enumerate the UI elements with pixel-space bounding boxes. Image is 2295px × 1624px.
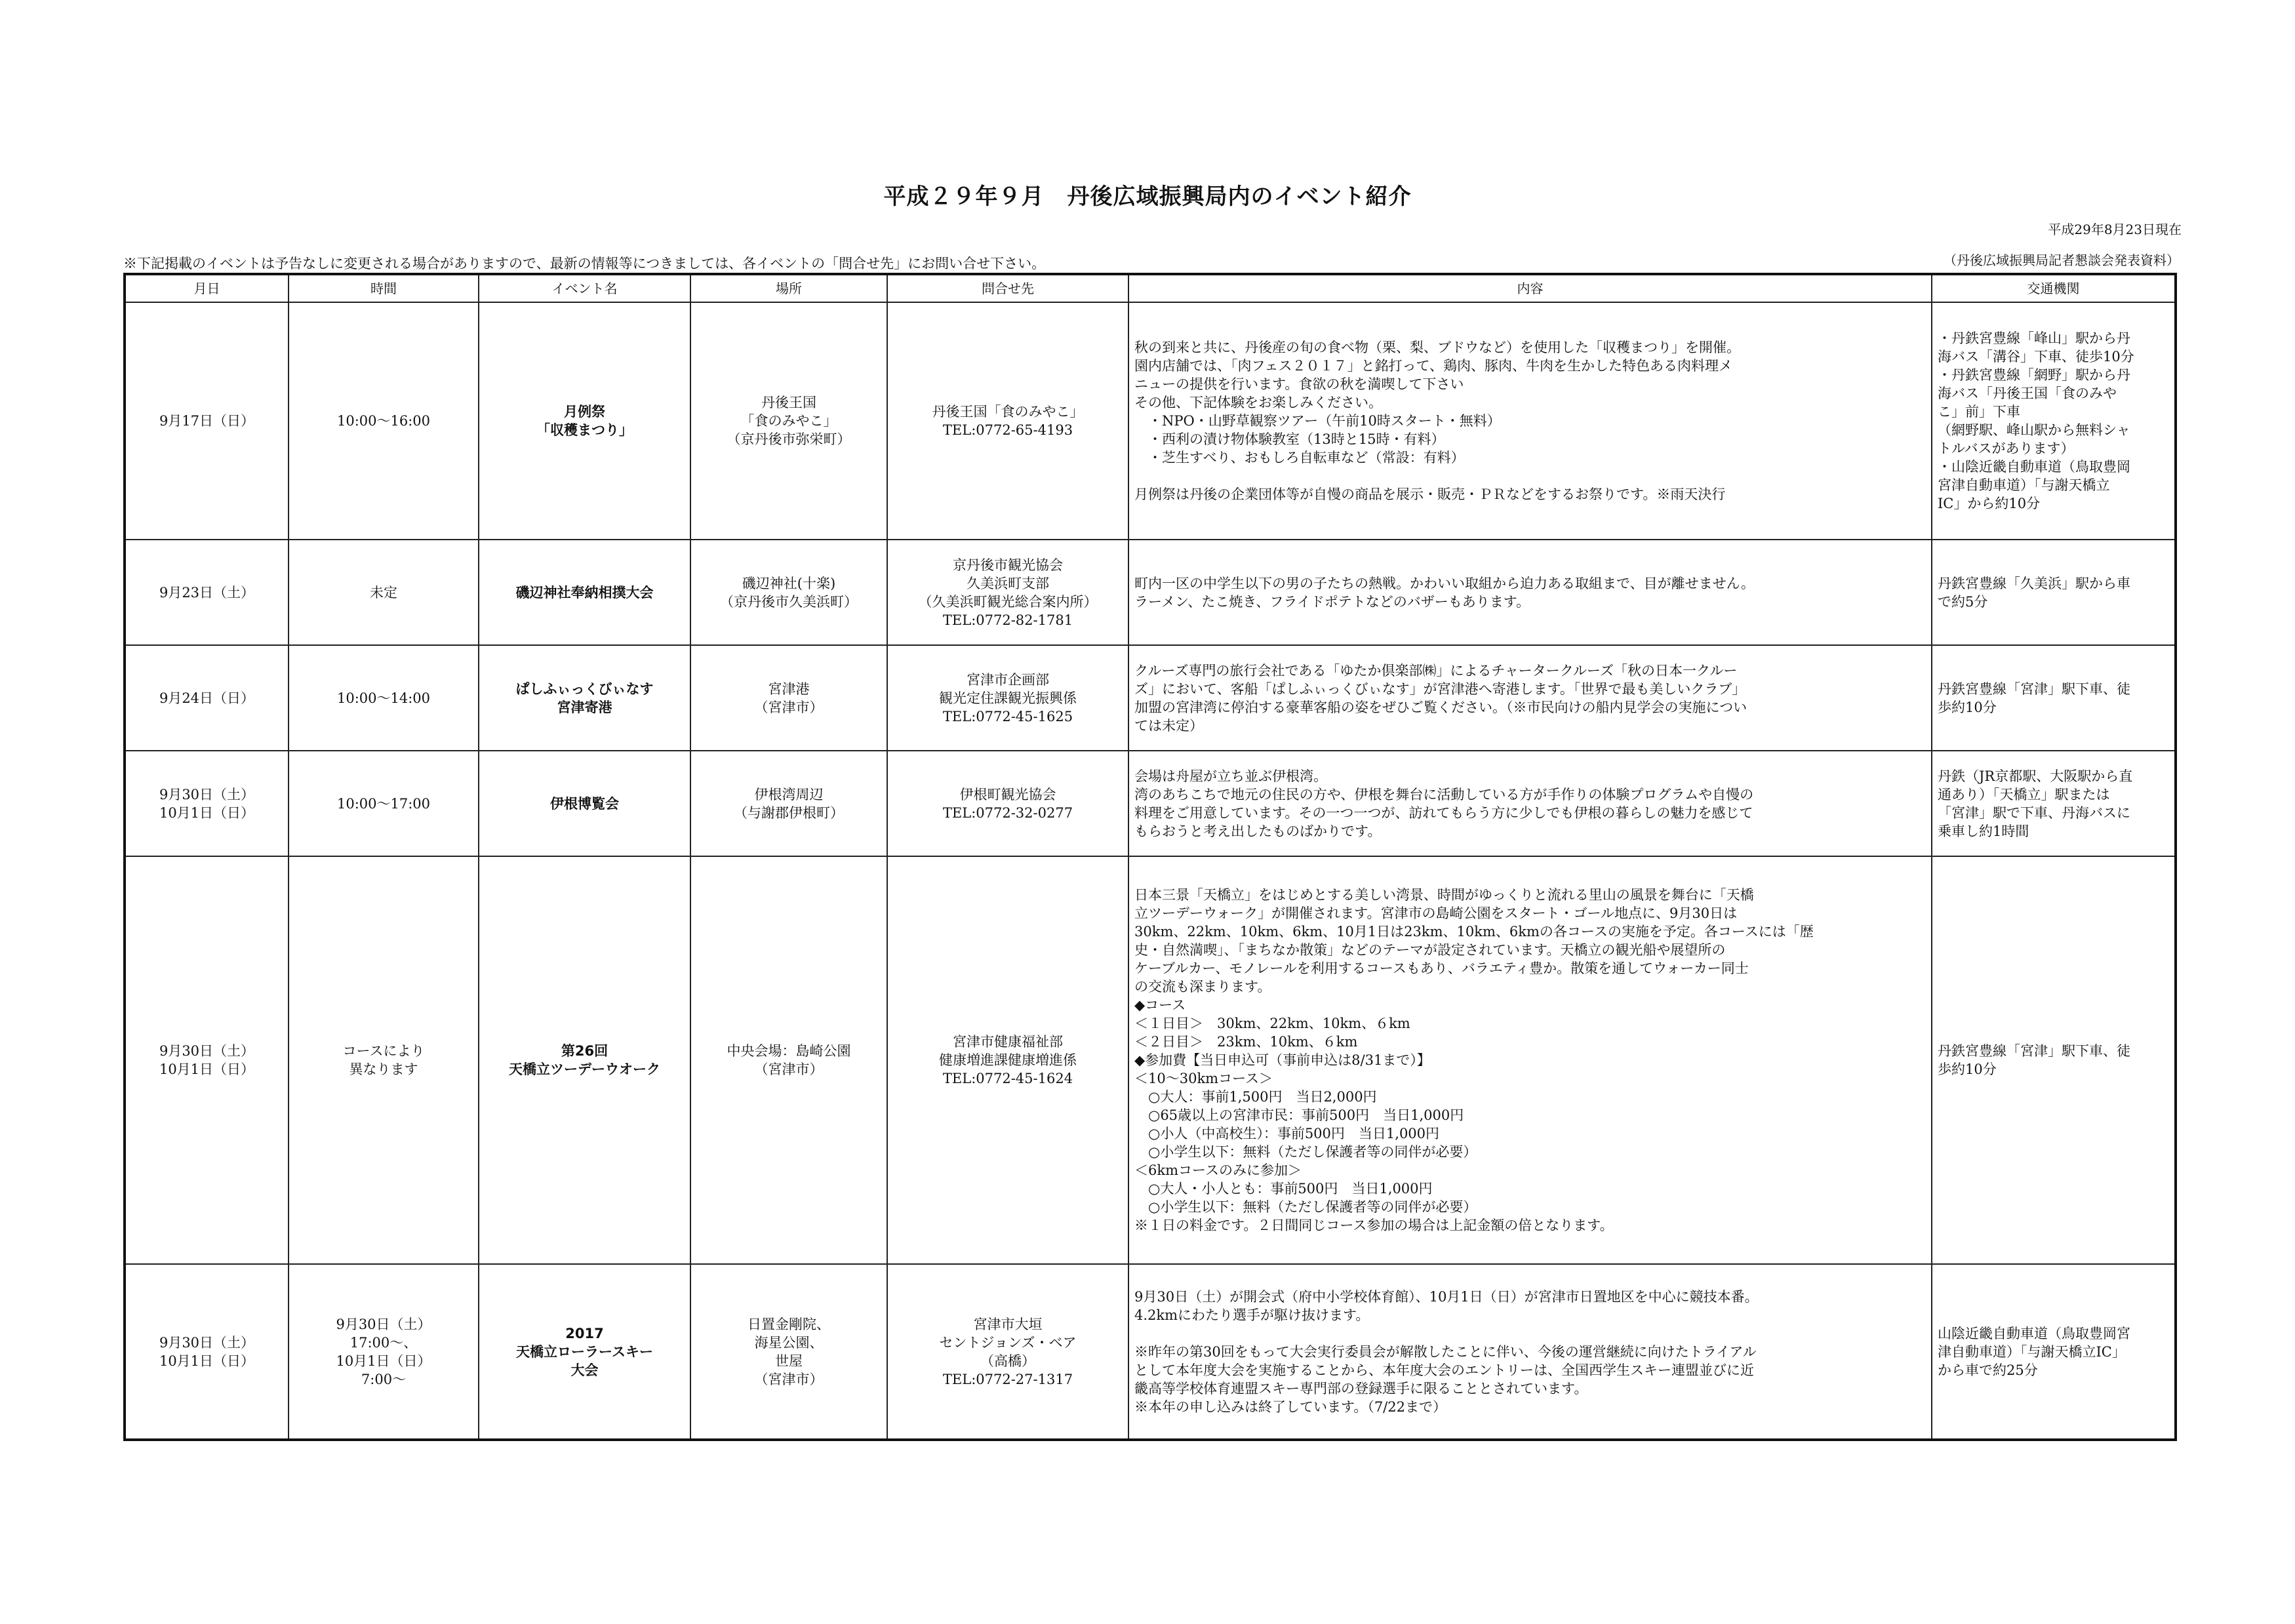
text-line: 9月24日（日） [159, 690, 255, 706]
text-line: の交流も深まります。 [1134, 979, 1271, 995]
text-line: TEL:0772-65-4193 [942, 422, 1073, 438]
place-cell [690, 302, 887, 540]
contact-cell [887, 302, 1128, 540]
event-name-cell [479, 856, 690, 1264]
text-line: 秋の到来と共に、丹後産の旬の食べ物（栗、梨、ブドウなど）を使用した「収穫まつり」を開催。 [1134, 340, 1740, 355]
table-row [125, 302, 2176, 540]
text-line: （宮津市） [754, 699, 824, 715]
text-line: ては未定） [1134, 717, 1203, 734]
transport-cell [1932, 1264, 2176, 1440]
col-contact: 問合せ先 [887, 274, 1128, 302]
description-cell [1128, 645, 1932, 751]
text-line: 10:00～17:00 [336, 795, 431, 812]
text-line: （宮津市） [754, 1371, 824, 1387]
text-line: 伊根博覧会 [550, 795, 619, 812]
text-line: 畿高等学校体育連盟スキー専門部の登録選手に限ることとされています。 [1134, 1380, 1588, 1396]
notice-text: ※下記掲載のイベントは予告なしに変更される場合がありますので、最新の情報等につきましては、各イベントの「問合せ先」にお問い合せ下さい。 [123, 256, 1046, 271]
text-line: ◆参加費【当日申込可（事前申込は8/31まで）】 [1134, 1052, 1431, 1068]
text-line: 津自動車道）「与謝天橋立IC」 [1938, 1343, 2126, 1360]
text-line: 天橋立ツーデーウオーク [509, 1061, 660, 1077]
text-line: ・西利の漬け物体験教室（13時と15時・有料） [1134, 431, 1445, 447]
description-cell [1128, 302, 1932, 540]
text-line: 丹後王国「食のみやこ」 [932, 404, 1084, 420]
text-line: その他、下記体験をお楽しみください。 [1134, 395, 1382, 410]
text-line: 磯辺神社奉納相撲大会 [515, 584, 654, 601]
text-line: ・丹鉄宮豊線「峰山」駅から丹 [1938, 330, 2130, 346]
text-line: ○小人（中高校生）：事前500円 当日1,000円 [1134, 1126, 1440, 1141]
text-line: ※昨年の第30回をもって大会実行委員会が解散したことに伴い、今後の運営継続に向けたトライアル [1134, 1343, 1757, 1360]
col-time: 時間 [289, 274, 479, 302]
time-cell [289, 856, 479, 1264]
text-line: 月例祭は丹後の企業団体等が自慢の商品を展示・販売・ＰＲなどをするお祭りです。※雨天決行 [1134, 486, 1726, 502]
col-transport: 交通機関 [1932, 274, 2176, 302]
text-line: 4.2kmにわたり選手が駆け抜けます。 [1134, 1307, 1370, 1323]
text-line: TEL:0772-27-1317 [942, 1371, 1073, 1387]
text-line: （京丹後市久美浜町） [720, 593, 858, 610]
event-name-cell [479, 645, 690, 751]
text-line: もらおうと考え出したものばかりです。 [1134, 823, 1382, 839]
col-desc: 内容 [1128, 274, 1932, 302]
blank-line [1134, 467, 1926, 485]
text-line: 乗車し約1時間 [1938, 823, 2029, 839]
text-line: （網野駅、峰山駅から無料シャ [1938, 422, 2130, 438]
description-cell [1128, 1264, 1932, 1440]
text-line: 宮津市健康福祉部 [953, 1034, 1063, 1050]
table-row [125, 1264, 2176, 1440]
text-line: ・山陰近畿自動車道（鳥取豊岡 [1938, 459, 2130, 475]
text-line: ＜２日目＞ 23km、10km、６km [1134, 1034, 1358, 1050]
text-line: 宮津市大垣 [973, 1316, 1043, 1332]
text-line: ※本年の申し込みは終了しています。（7/22まで） [1134, 1398, 1447, 1415]
text-line: 中央会場：島崎公園 [727, 1043, 851, 1059]
text-line: 加盟の宮津湾に停泊する豪華客船の姿をぜひご覧ください。（※市民向けの船内見学会の実施につい [1134, 699, 1747, 715]
date-cell [125, 751, 289, 856]
text-line: 観光定住課観光振興係 [939, 690, 1077, 706]
text-line: トルバスがあります） [1938, 441, 2075, 456]
text-line: セントジョンズ・ベア [939, 1334, 1077, 1351]
text-line: 9月30日（土） [159, 786, 255, 802]
text-line: 海バス「丹後王国「食のみや [1938, 386, 2117, 401]
source-note: （丹後広域振興局記者懇談会発表資料） [1944, 252, 2180, 268]
text-line: ケーブルカー、モノレールを利用するコースもあり、バラエティ豊か。散策を通してウォーカー同士 [1134, 961, 1749, 976]
description-cell [1128, 540, 1932, 645]
text-line: ズ」において、客船「ぱしふぃっくびぃなす」が宮津港へ寄港します。「世界で最も美しいクラブ」 [1134, 681, 1746, 697]
text-line: 海星公園、 [754, 1334, 824, 1351]
event-name-cell [479, 540, 690, 645]
text-line: 9月30日（土） [159, 1043, 255, 1059]
place-cell [690, 540, 887, 645]
text-line: 丹鉄（JR京都駅、大阪駅から直 [1938, 768, 2133, 784]
table-row [125, 645, 2176, 751]
text-line: ・NPO・山野草観察ツアー（午前10時スタート・無料） [1134, 413, 1501, 429]
text-line: ○65歳以上の宮津市民：事前500円 当日1,000円 [1134, 1107, 1464, 1123]
date-cell [125, 540, 289, 645]
text-line: 17:00～、 [349, 1334, 418, 1351]
description-cell [1128, 856, 1932, 1264]
transport-cell [1932, 645, 2176, 751]
text-line: TEL:0772-45-1624 [942, 1071, 1073, 1086]
text-line: ・丹鉄宮豊線「網野」駅から丹 [1938, 367, 2130, 383]
text-line: ＜10～30kmコース＞ [1134, 1071, 1273, 1086]
text-line: 健康増進課健康増進係 [939, 1052, 1077, 1068]
contact-cell [887, 645, 1128, 751]
text-line: ◆コース [1134, 997, 1186, 1013]
date-cell [125, 302, 289, 540]
text-line: （与謝郡伊根町） [734, 804, 844, 821]
text-line: 会場は舟屋が立ち並ぶ伊根湾。 [1134, 768, 1327, 784]
event-name-cell [479, 302, 690, 540]
text-line: 湾のあちこちで地元の住民の方や、伊根を舞台に活動している方が手作りの体験プログラムや自慢の [1134, 786, 1754, 802]
text-line: 異なります [349, 1061, 418, 1077]
place-cell [690, 1264, 887, 1440]
text-line: ○小学生以下：無料（ただし保護者等の同伴が必要） [1134, 1144, 1477, 1160]
text-line: ＜１日目＞ 30km、22km、10km、６km [1134, 1016, 1410, 1031]
text-line: として本年度大会を実施することから、本年度大会のエントリーは、全国西学生スキー連盟並びに近 [1134, 1362, 1754, 1378]
text-line: 日置金剛院、 [748, 1316, 830, 1332]
time-cell [289, 1264, 479, 1440]
time-cell [289, 302, 479, 540]
date-cell [125, 645, 289, 751]
text-line: 料理をご用意しています。その一つ一つが、訪れてもらう方に少しでも伊根の暮らしの魅力を感じて [1134, 804, 1753, 821]
text-line: 海バス「溝谷」下車、徒歩10分 [1938, 349, 2134, 365]
text-line: 10:00～14:00 [336, 690, 431, 706]
header-row [125, 274, 2176, 302]
text-line: 立ツーデーウォーク」が開催されます。宮津市の島崎公園をスタート・ゴール地点に、9月30日は [1134, 905, 1738, 921]
place-cell [690, 751, 887, 856]
contact-cell [887, 540, 1128, 645]
text-line: ※１日の料金です。２日間同じコース参加の場合は上記金額の倍となります。 [1134, 1218, 1614, 1233]
text-line: こ」前」下車 [1938, 404, 2020, 420]
text-line: ○大人：事前1,500円 当日2,000円 [1134, 1089, 1377, 1105]
text-line: （久美浜町観光総合案内所） [918, 593, 1098, 610]
text-line: 9月30日（土）が開会式（府中小学校体育館）、10月1日（日）が宮津市日置地区を中心に競技本番。 [1134, 1288, 1759, 1305]
text-line: 伊根町観光協会 [959, 786, 1056, 802]
text-line: 大会 [570, 1362, 599, 1378]
text-line: 日本三景「天橋立」をはじめとする美しい湾景、時間がゆっくりと流れる里山の風景を舞台に「天橋 [1134, 887, 1754, 903]
col-place: 場所 [690, 274, 887, 302]
text-line: 10:00～16:00 [336, 413, 431, 429]
text-line: TEL:0772-82-1781 [942, 612, 1073, 628]
event-name-cell [479, 751, 690, 856]
text-line: 「食のみやこ」 [740, 413, 837, 429]
text-line: 第26回 [561, 1043, 609, 1059]
text-line: 2017 [565, 1325, 604, 1341]
text-line: ・芝生すべり、おもしろ自転車など（常設：有料） [1134, 450, 1465, 465]
text-line: 丹鉄宮豊線「久美浜」駅から車 [1938, 575, 2130, 591]
text-line: 園内店舗では、「肉フェス２０１７」と銘打って、鶏肉、豚肉、牛肉を生かした特色ある肉料理メ [1134, 358, 1733, 374]
text-line: （高橋） [980, 1353, 1035, 1369]
event-table [123, 273, 2177, 1441]
text-line: 「宮津」駅で下車、丹海バスに [1938, 804, 2130, 821]
blank-line [1134, 1324, 1926, 1343]
transport-cell [1932, 856, 2176, 1264]
as-of-date: 平成29年8月23日現在 [2048, 222, 2182, 237]
text-line: 丹後王国 [761, 395, 816, 410]
time-cell [289, 751, 479, 856]
text-line: 10月1日（日） [159, 1353, 255, 1369]
text-line: （宮津市） [754, 1061, 824, 1077]
text-line: 歩約10分 [1938, 1061, 1997, 1077]
text-line: 未定 [370, 584, 397, 601]
text-line: 宮津自動車道）「与謝天橋立 [1938, 477, 2110, 493]
text-line: 7:00～ [361, 1371, 407, 1387]
text-line: （京丹後市弥栄町） [727, 431, 851, 447]
contact-cell [887, 856, 1128, 1264]
contact-cell [887, 751, 1128, 856]
text-line: ○大人・小人とも：事前500円 当日1,000円 [1134, 1181, 1433, 1197]
text-line: 世屋 [775, 1353, 803, 1369]
text-line: TEL:0772-32-0277 [942, 804, 1073, 821]
date-cell [125, 1264, 289, 1440]
place-cell [690, 856, 887, 1264]
text-line: 月例祭 [564, 404, 605, 420]
text-line: 通あり）「天橋立」駅または [1938, 786, 2110, 802]
text-line: 町内一区の中学生以下の男の子たちの熱戦。かわいい取組から迫力ある取組まで、目が離せません。 [1134, 575, 1755, 591]
description-cell [1128, 751, 1932, 856]
page-title: 平成２９年９月 丹後広域振興局内のイベント紹介 [883, 184, 1412, 210]
text-line: 10月1日（日） [159, 1061, 255, 1077]
event-name-cell [479, 1264, 690, 1440]
text-line: ○小学生以下：無料（ただし保護者等の同伴が必要） [1134, 1199, 1477, 1215]
text-line: ぱしふぃっくびぃなす [515, 681, 654, 697]
text-line: IC」から約10分 [1938, 496, 2041, 511]
text-line: 史・自然満喫」、「まちなか散策」などのテーマが設定されています。天橋立の観光船や展望所の [1134, 942, 1726, 958]
text-line: ＜6kmコースのみに参加＞ [1134, 1162, 1302, 1178]
text-line: 30km、22km、10km、6km、10月1日は23km、10km、6kmの各コースの実施を予定。各コースには「歴 [1134, 924, 1814, 940]
text-line: 9月30日（土） [159, 1334, 255, 1351]
transport-cell [1932, 302, 2176, 540]
text-line: 磯辺神社(十楽) [742, 575, 836, 591]
col-event: イベント名 [479, 274, 690, 302]
text-line: 10月1日（日） [159, 804, 255, 821]
text-line: ラーメン、たこ焼き、フライドポテトなどのバザーもあります。 [1134, 593, 1530, 610]
text-line: ニューの提供を行います。食欲の秋を満喫して下さい [1134, 376, 1464, 392]
text-line: から車で約25分 [1938, 1362, 2038, 1378]
col-date: 月日 [125, 274, 289, 302]
text-line: クルーズ専門の旅行会社である「ゆたか倶楽部㈱」によるチャータークルーズ「秋の日本一クルー [1134, 662, 1738, 679]
date-cell [125, 856, 289, 1264]
time-cell [289, 645, 479, 751]
table-row [125, 751, 2176, 856]
transport-cell [1932, 751, 2176, 856]
text-line: 天橋立ローラースキー [516, 1343, 653, 1360]
text-line: 9月17日（日） [159, 413, 255, 429]
text-line: 宮津市企画部 [967, 671, 1049, 688]
text-line: TEL:0772-45-1625 [942, 708, 1073, 724]
text-line: 京丹後市観光協会 [953, 557, 1063, 573]
text-line: 9月30日（土） [336, 1316, 431, 1332]
table-row [125, 540, 2176, 645]
text-line: で約5分 [1938, 593, 1988, 610]
text-line: 10月1日（日） [336, 1353, 431, 1369]
text-line: 歩約10分 [1938, 699, 1997, 715]
table-row [125, 856, 2176, 1264]
transport-cell [1932, 540, 2176, 645]
text-line: 久美浜町支部 [967, 575, 1049, 591]
text-line: 丹鉄宮豊線「宮津」駅下車、徒 [1938, 1043, 2130, 1059]
text-line: 丹鉄宮豊線「宮津」駅下車、徒 [1938, 681, 2130, 697]
text-line: 宮津港 [768, 681, 810, 697]
place-cell [690, 645, 887, 751]
text-line: 「収穫まつり」 [536, 422, 633, 438]
time-cell [289, 540, 479, 645]
text-line: 9月23日（土） [159, 584, 255, 601]
text-line: 宮津寄港 [557, 699, 612, 715]
contact-cell [887, 1264, 1128, 1440]
text-line: コースにより [342, 1043, 425, 1059]
text-line: 伊根湾周辺 [754, 786, 824, 802]
text-line: 山陰近畿自動車道（鳥取豊岡宮 [1938, 1325, 2130, 1341]
